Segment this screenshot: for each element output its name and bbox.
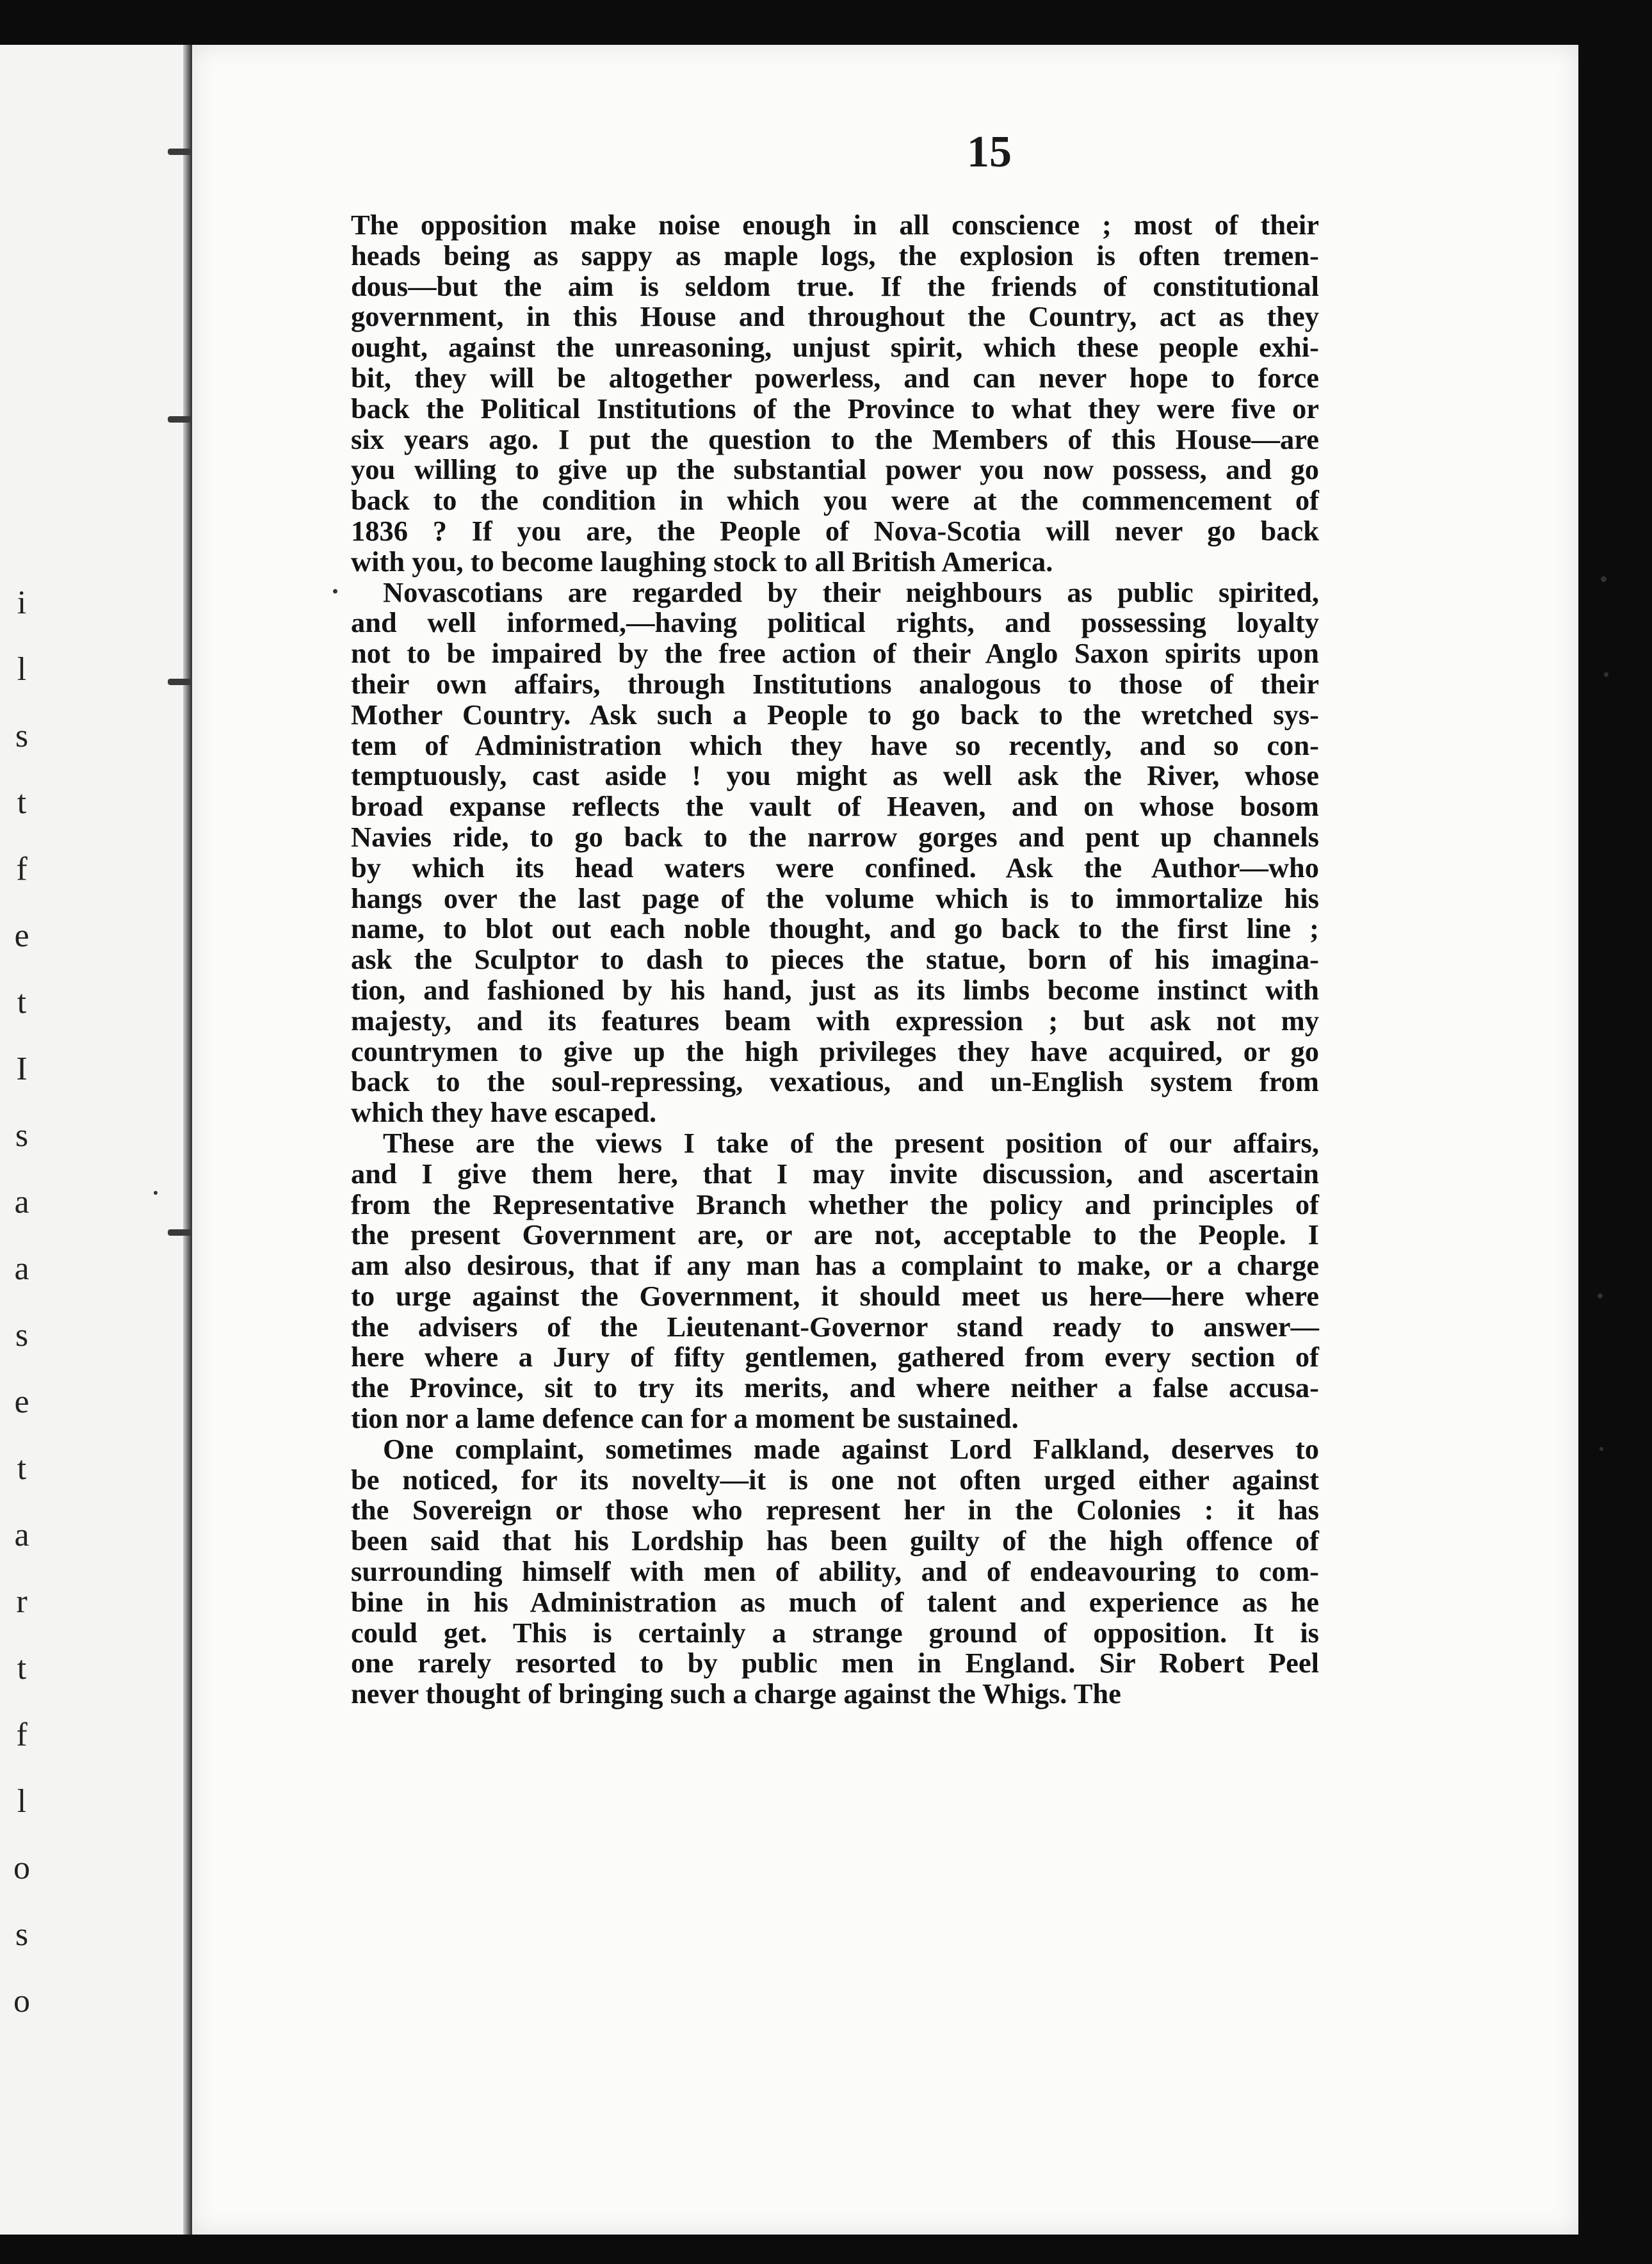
text-line: tem of Administration which they have so recently, and so con- <box>351 729 1319 761</box>
paragraph <box>351 1128 1319 1434</box>
text-line: The opposition make noise enough in all conscience ; most of their <box>351 209 1319 241</box>
text-line: and well informed,—having political rights, and possessing loyalty <box>351 606 1319 639</box>
binding-edge <box>183 45 192 2235</box>
text-line: Novascotians are regarded by their neighbours as public spirited, <box>383 576 1319 608</box>
paragraph <box>351 1434 1319 1710</box>
text-line: bine in his Administration as much of talent and experience as he <box>351 1585 1319 1618</box>
ink-speck <box>1604 672 1608 677</box>
text-line: am also desirous, that if any man has a complaint to make, or a charge <box>351 1249 1319 1282</box>
previous-page-glyph: l <box>17 651 27 688</box>
previous-page-glyph: o <box>13 1983 30 2019</box>
text-line: with you, to become laughing stock to all British America. <box>351 545 1053 578</box>
text-line: been said that his Lordship has been guilty of the high offence of <box>351 1524 1319 1557</box>
text-line: tion, and fashioned by his hand, just as its limbs become instinct with <box>351 973 1319 1006</box>
text-line: be noticed, for its novelty—it is one not often urged either against <box>351 1463 1319 1496</box>
text-line: temptuously, cast aside ! you might as well ask the River, whose <box>351 759 1319 792</box>
ink-speck <box>333 589 337 594</box>
previous-page-glyph: l <box>17 1783 27 1820</box>
text-line: surrounding himself with men of ability, and of endeavouring to com- <box>351 1555 1319 1588</box>
ink-speck <box>154 1191 158 1195</box>
ink-speck <box>1599 1447 1603 1451</box>
previous-page-glyph: e <box>14 918 29 954</box>
previous-page-glyph: t <box>17 1650 27 1686</box>
text-line: the Sovereign or those who represent her in the Colonies : it has <box>351 1494 1319 1526</box>
text-line: name, to blot out each noble thought, and go back to the first line ; <box>351 912 1319 945</box>
previous-page-glyph: t <box>17 984 27 1021</box>
previous-page-glyph: s <box>15 1916 29 1953</box>
text-line: majesty, and its features beam with expression ; but ask not my <box>351 1004 1319 1037</box>
text-line: back to the soul-repressing, vexatious, and un-English system from <box>351 1065 1319 1098</box>
previous-page-glyph: a <box>14 1517 29 1553</box>
text-line: the present Government are, or are not, acceptable to the People. I <box>351 1218 1319 1251</box>
text-line: One complaint, sometimes made against Lord Falkland, deserves to <box>383 1432 1319 1465</box>
text-line: to urge against the Government, it should meet us here—here where <box>351 1279 1319 1312</box>
ink-speck <box>1601 576 1607 582</box>
text-line: government, in this House and throughout the Country, act as they <box>351 300 1319 333</box>
previous-page-glyph: a <box>14 1184 29 1220</box>
previous-page-glyph: r <box>16 1583 28 1620</box>
text-line: Mother Country. Ask such a People to go back to the wretched sys- <box>351 698 1319 731</box>
text-line: never thought of bringing such a charge against the Whigs. The <box>351 1678 1121 1710</box>
previous-page-glyph: o <box>13 1850 30 1886</box>
text-line: from the Representative Branch whether the policy and principles of <box>351 1188 1319 1220</box>
text-line: These are the views I take of the present position of our affairs, <box>383 1126 1319 1159</box>
previous-page-glyph: f <box>16 1717 28 1753</box>
text-line: countrymen to give up the high privileges they have acquired, or go <box>351 1035 1319 1067</box>
text-line: not to be impaired by the free action of their Anglo Saxon spirits upon <box>351 637 1319 670</box>
text-line: the advisers of the Lieutenant-Governor stand ready to answer— <box>351 1310 1319 1343</box>
text-line: back to the condition in which you were at the commencement of <box>351 484 1319 517</box>
text-line: the Province, sit to try its merits, and where neither a false accusa- <box>351 1371 1319 1404</box>
paragraph <box>351 210 1319 578</box>
previous-page-glyph: f <box>16 851 28 887</box>
previous-page-glyph: t <box>17 784 27 821</box>
previous-page-line-endings <box>9 570 35 2035</box>
text-line: Navies ride, to go back to the narrow gorges and pent up channels <box>351 820 1319 853</box>
previous-page-fragment <box>0 45 192 2235</box>
text-line: and I give them here, that I may invite discussion, and ascertain <box>351 1157 1319 1190</box>
ink-speck <box>1598 1293 1603 1298</box>
text-line: back the Political Institutions of the Province to what they were five or <box>351 392 1319 424</box>
previous-page-glyph: a <box>14 1250 29 1287</box>
text-line: hangs over the last page of the volume which is to immortalize his <box>351 882 1319 914</box>
text-line: you willing to give up the substantial power you now possess, and go <box>351 453 1319 486</box>
text-line: tion nor a lame defence can for a moment be sustained. <box>351 1402 1019 1435</box>
text-line: their own affairs, through Institutions analogous to those of their <box>351 667 1319 700</box>
text-line: six years ago. I put the question to the Members of this House—are <box>351 423 1319 455</box>
page-body-text <box>351 210 1319 1710</box>
text-line: bit, they will be altogether powerless, and can never hope to force <box>351 361 1319 394</box>
previous-page-glyph: t <box>17 1450 27 1487</box>
previous-page-glyph: s <box>15 1317 29 1354</box>
text-line: which they have escaped. <box>351 1096 657 1129</box>
previous-page-glyph: I <box>16 1051 28 1087</box>
text-line: ought, against the unreasoning, unjust spirit, which these people exhi- <box>351 331 1319 364</box>
previous-page-glyph: s <box>15 718 29 754</box>
previous-page-glyph: s <box>15 1117 29 1154</box>
text-line: heads being as sappy as maple logs, the explosion is often tremen- <box>351 239 1319 271</box>
text-line: here where a Jury of fifty gentlemen, gathered from every section of <box>351 1341 1319 1373</box>
text-line: ask the Sculptor to dash to pieces the statue, born of his imagina- <box>351 943 1319 976</box>
previous-page-glyph: e <box>14 1384 29 1420</box>
text-line: could get. This is certainly a strange ground of opposition. It is <box>351 1616 1319 1649</box>
page-number: 15 <box>967 127 1012 177</box>
text-line: dous—but the aim is seldom true. If the friends of constitutional <box>351 270 1319 302</box>
text-line: broad expanse reflects the vault of Heaven, and on whose bosom <box>351 790 1319 823</box>
text-line: one rarely resorted to by public men in England. Sir Robert Peel <box>351 1647 1319 1679</box>
previous-page-glyph: i <box>17 585 27 621</box>
paragraph <box>351 578 1319 1128</box>
book-page <box>192 45 1578 2235</box>
text-line: by which its head waters were confined. Ask the Author—who <box>351 851 1319 884</box>
text-line: 1836 ? If you are, the People of Nova-Scotia will never go back <box>351 514 1319 547</box>
